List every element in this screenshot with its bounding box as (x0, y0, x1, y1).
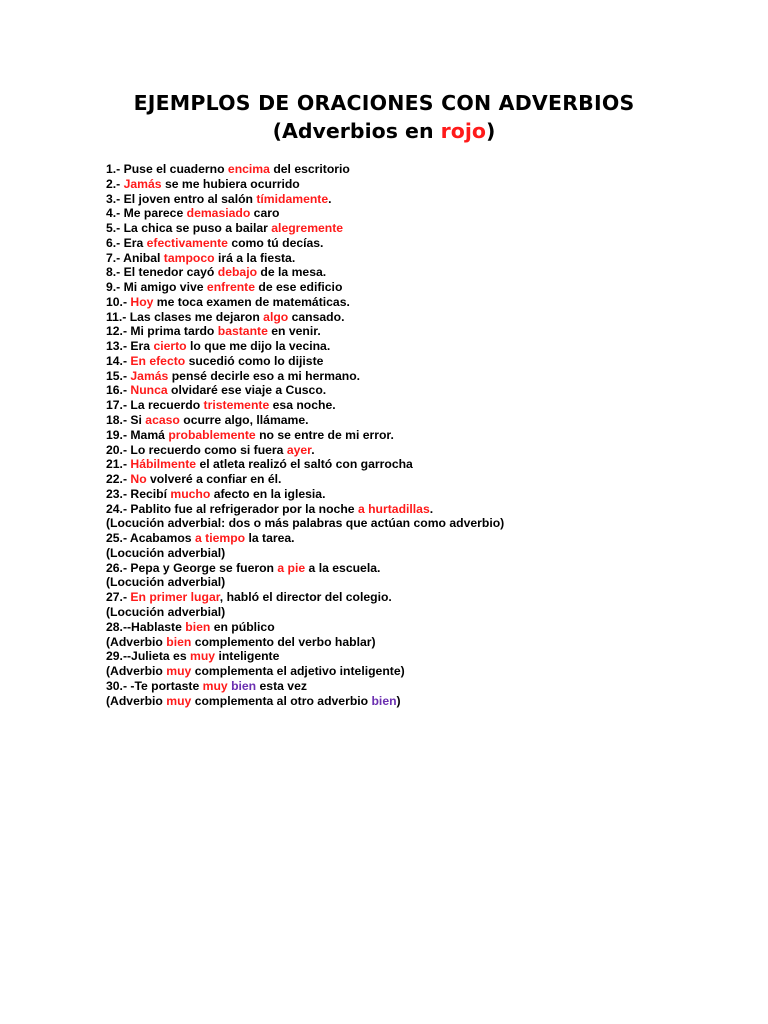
adverb-highlight: En efecto (130, 353, 186, 368)
adverb-highlight: ayer (286, 442, 312, 457)
sentence-text: ocurre algo, llámame. (179, 413, 309, 428)
sentence-text: inteligente (215, 649, 280, 664)
adverb-highlight: enfrente (206, 280, 256, 295)
adverb-highlight: debajo (217, 265, 258, 280)
example-line (106, 457, 746, 472)
example-line (106, 649, 746, 664)
sentence-text: en venir. (267, 324, 321, 339)
sentence-text: el atleta realizó el saltó con garrocha (196, 457, 413, 472)
sentence-text: 30.- -Te portaste (106, 678, 203, 693)
sentence-text: 18.- Si (106, 413, 146, 428)
sentence-text: 23.- Recibí (106, 486, 171, 501)
sentence-text: 21.- (106, 457, 131, 472)
sentence-text: de ese edificio (255, 280, 343, 295)
example-sentence-list (106, 162, 746, 708)
adverb-highlight: cierto (153, 339, 187, 354)
sentence-text: 20.- Lo recuerdo como si fuera (106, 442, 287, 457)
example-line (106, 206, 746, 221)
adverb-highlight: En primer lugar (130, 590, 220, 605)
sentence-text: (Locución adverbial) (106, 545, 226, 560)
adverb-highlight: a pie (277, 560, 306, 575)
document-title (0, 90, 768, 145)
adverb-highlight: tristemente (203, 398, 270, 413)
sentence-text: (Locución adverbial) (106, 604, 226, 619)
adverb-highlight: probablemente (168, 427, 256, 442)
sentence-text: me toca examen de matemáticas. (153, 294, 350, 309)
adverb-highlight: muy (202, 678, 228, 693)
title-subtitle-suffix: ) (485, 119, 496, 143)
sentence-text: 22.- (106, 472, 131, 487)
adverb-highlight: Hábilmente (130, 457, 197, 472)
example-line (106, 324, 746, 339)
sentence-text: afecto en la iglesia. (210, 486, 326, 501)
example-line (106, 428, 746, 443)
sentence-text: se me hubiera ocurrido (161, 176, 300, 191)
sentence-text: 28.--Hablaste (106, 619, 186, 634)
example-line (106, 516, 746, 531)
example-line (106, 236, 746, 251)
example-line (106, 694, 746, 709)
sentence-text: a la escuela. (305, 560, 381, 575)
sentence-text: 24.- Pablito fue al refrigerador por la noche (106, 501, 358, 516)
adverb-highlight: acaso (145, 413, 180, 428)
sentence-text: 14.- (106, 353, 131, 368)
adverb-highlight: demasiado (186, 206, 251, 221)
example-line (106, 177, 746, 192)
adverb-highlight: a hurtadillas (357, 501, 430, 516)
sentence-text: 19.- Mamá (106, 427, 169, 442)
sentence-text: 27.- (106, 590, 131, 605)
adverb-highlight-secondary: bien (231, 678, 257, 693)
sentence-text: 2.- (106, 176, 124, 191)
example-line (106, 635, 746, 650)
sentence-text: 16.- (106, 383, 131, 398)
example-line (106, 413, 746, 428)
sentence-text: 6.- Era (106, 235, 147, 250)
sentence-text: (Adverbio (106, 634, 167, 649)
sentence-text: no se entre de mi error. (255, 427, 394, 442)
sentence-text: (Adverbio (106, 664, 167, 679)
sentence-text: esa noche. (269, 398, 336, 413)
adverb-highlight: muy (166, 693, 192, 708)
example-line (106, 590, 746, 605)
example-line (106, 620, 746, 635)
sentence-text: caro (250, 206, 280, 221)
example-line (106, 280, 746, 295)
example-line (106, 531, 746, 546)
sentence-text: , habló el director del colegio. (219, 590, 392, 605)
example-line (106, 679, 746, 694)
sentence-text: complementa al otro adverbio (191, 693, 372, 708)
sentence-text: 25.- Acabamos (106, 531, 195, 546)
adverb-highlight: mucho (170, 486, 211, 501)
sentence-text: 3.- El joven entro al salón (106, 191, 257, 206)
example-line (106, 664, 746, 679)
adverb-highlight: Nunca (130, 383, 168, 398)
sentence-text: 10.- (106, 294, 131, 309)
adverb-highlight: alegremente (271, 221, 344, 236)
sentence-text: 1.- Puse el cuaderno (106, 162, 228, 176)
sentence-text: 17.- La recuerdo (106, 398, 204, 413)
sentence-text: esta vez (256, 678, 307, 693)
sentence-text: (Locución adverbial) (106, 575, 226, 590)
title-subtitle-prefix: (Adverbios en (272, 119, 441, 143)
sentence-text: complemento del verbo hablar) (191, 634, 376, 649)
example-line (106, 295, 746, 310)
adverb-highlight: bien (185, 619, 211, 634)
example-line (106, 192, 746, 207)
example-line (106, 502, 746, 517)
adverb-highlight: bien (166, 634, 192, 649)
adverb-highlight: algo (263, 309, 289, 324)
sentence-text: 8.- El tenedor cayó (106, 265, 218, 280)
sentence-text: (Adverbio (106, 693, 167, 708)
adverb-highlight-secondary: bien (371, 693, 397, 708)
adverb-highlight: Jamás (123, 176, 162, 191)
sentence-text: 7.- Anibal (106, 250, 164, 265)
example-line (106, 310, 746, 325)
example-line (106, 472, 746, 487)
example-line (106, 575, 746, 590)
sentence-text: (Locución adverbial: dos o más palabras que actúan como adverbio) (106, 516, 505, 531)
sentence-text: como tú decías. (227, 235, 324, 250)
adverb-highlight: a tiempo (194, 531, 246, 546)
adverb-highlight: efectivamente (146, 235, 228, 250)
sentence-text: del escritorio (269, 162, 350, 176)
adverb-highlight: No (130, 472, 147, 487)
example-line (106, 251, 746, 266)
example-line (106, 265, 746, 280)
sentence-text: 15.- (106, 368, 131, 383)
example-line (106, 339, 746, 354)
adverb-highlight: encima (227, 162, 270, 176)
example-line (106, 605, 746, 620)
example-line (106, 443, 746, 458)
sentence-text: 12.- Mi prima tardo (106, 324, 218, 339)
adverb-highlight: Jamás (130, 368, 169, 383)
sentence-text: 5.- La chica se puso a bailar (106, 221, 272, 236)
sentence-text: . (429, 501, 434, 516)
example-line (106, 369, 746, 384)
adverb-highlight: muy (166, 664, 192, 679)
sentence-text: 29.--Julieta es (106, 649, 190, 664)
sentence-text: 26.- Pepa y George se fueron (106, 560, 278, 575)
example-line (106, 546, 746, 561)
adverb-highlight: Hoy (130, 294, 154, 309)
sentence-text: . (311, 442, 315, 457)
adverb-highlight: tampoco (163, 250, 215, 265)
example-line (106, 221, 746, 236)
example-line (106, 162, 746, 177)
title-subtitle (0, 118, 768, 145)
sentence-text: de la mesa. (257, 265, 327, 280)
example-line (106, 383, 746, 398)
sentence-text: irá a la fiesta. (214, 250, 296, 265)
sentence-text: sucedió como lo dijiste (185, 353, 324, 368)
sentence-text: volveré a confiar en él. (146, 472, 282, 487)
adverb-highlight: tímidamente (256, 191, 329, 206)
sentence-text: 4.- Me parece (106, 206, 187, 221)
sentence-text: en público (210, 619, 275, 634)
sentence-text: la tarea. (245, 531, 295, 546)
sentence-text: 9.- Mi amigo vive (106, 280, 207, 295)
title-main: EJEMPLOS DE ORACIONES CON ADVERBIOS (133, 91, 635, 115)
adverb-highlight: muy (190, 649, 216, 664)
sentence-text: lo que me dijo la vecina. (186, 339, 331, 354)
sentence-text: 11.- Las clases me dejaron (106, 309, 264, 324)
example-line (106, 354, 746, 369)
adverb-highlight: bastante (217, 324, 268, 339)
sentence-text: complementa el adjetivo inteligente) (191, 664, 405, 679)
sentence-text: . (328, 191, 332, 206)
example-line (106, 487, 746, 502)
title-subtitle-highlight: rojo (440, 119, 486, 143)
sentence-text: olvidaré ese viaje a Cusco. (167, 383, 327, 398)
example-line (106, 561, 746, 576)
sentence-text: cansado. (288, 309, 345, 324)
sentence-text: 13.- Era (106, 339, 154, 354)
sentence-text: ) (396, 693, 401, 708)
sentence-text: pensé decirle eso a mi hermano. (168, 368, 361, 383)
example-line (106, 398, 746, 413)
